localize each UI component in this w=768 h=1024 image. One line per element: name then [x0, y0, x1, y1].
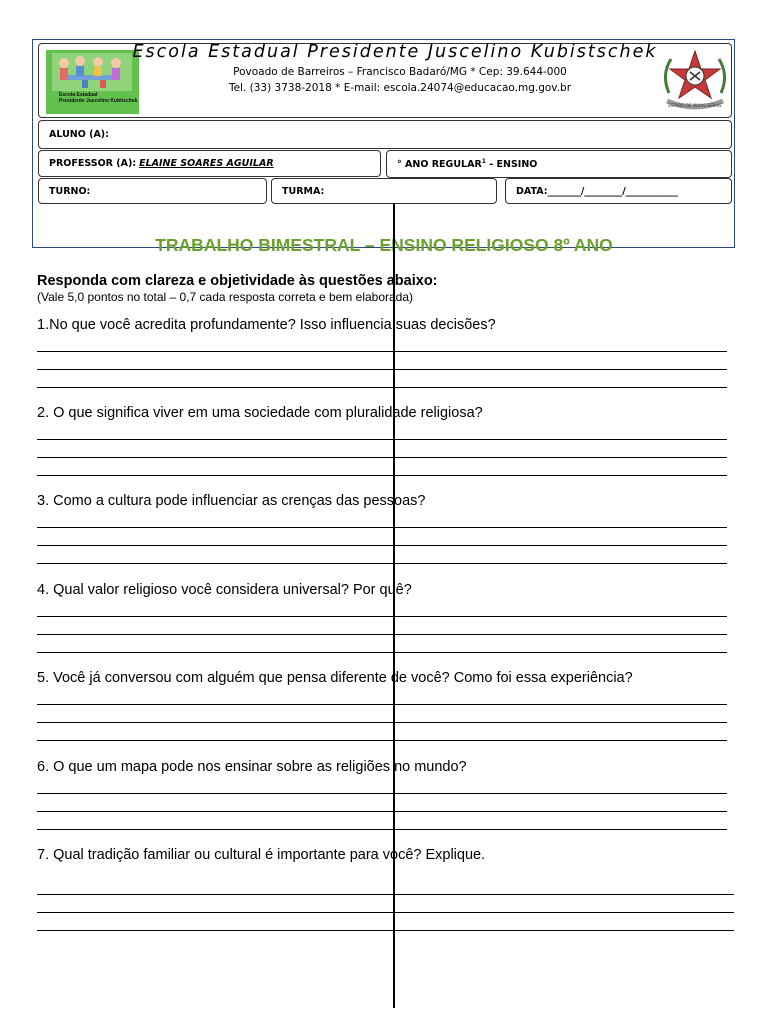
school-logo: [46, 50, 139, 114]
teacher-label: PROFESSOR (A):: [49, 158, 137, 169]
school-address: Povoado de Barreiros – Francisco Badaró/MG * Cep: 39.644-000: [233, 66, 567, 78]
state-crest-icon: [655, 45, 735, 117]
school-contact: Tel. (33) 3738-2018 * E-mail: escola.24074@educacao.mg.gov.br: [228, 82, 572, 94]
crest-caption: ESTADO DE MINAS GERAIS: [668, 103, 722, 108]
instructions: Responda com clareza e objetividade às questões abaixo:: [37, 273, 438, 289]
answer-line[interactable]: [37, 439, 727, 440]
answer-line[interactable]: [37, 457, 727, 458]
answer-line[interactable]: [37, 704, 727, 705]
school-name: Escola Estadual Presidente Juscelino Kubistschek: [132, 42, 658, 62]
answer-line[interactable]: [37, 527, 727, 528]
question-7: 7. Qual tradição familiar ou cultural é importante para você? Explique.: [37, 847, 486, 863]
student-name-label: ALUNO (A):: [49, 129, 109, 140]
grade-prefix: ° ANO REGULAR: [397, 159, 482, 171]
scoring-note: (Vale 5,0 pontos no total – 0,7 cada resposta correta e bem elaborada): [37, 290, 414, 304]
answer-line[interactable]: [37, 829, 727, 830]
answer-line[interactable]: [37, 545, 727, 546]
page-title: TRABALHO BIMESTRAL – ENSINO RELIGIOSO 8º ANO: [155, 235, 613, 255]
question-4: 4. Qual valor religioso você considera universal? Por quê?: [37, 582, 412, 598]
question-6: 6. O que um mapa pode nos ensinar sobre as religiões no mundo?: [37, 759, 467, 775]
class-label: TURMA:: [282, 185, 325, 197]
children-illustration-icon: [52, 53, 132, 91]
logo-caption-line-2: Presidente Juscelino Kubitschek: [59, 98, 138, 104]
answer-line[interactable]: [37, 722, 727, 723]
logo-caption-line-1: Escola Estadual: [59, 92, 98, 98]
answer-line[interactable]: [37, 793, 727, 794]
question-3: 3. Como a cultura pode influenciar as crenças das pessoas?: [37, 493, 426, 509]
vertical-divider-line: [393, 203, 395, 1008]
student-name-field[interactable]: [38, 120, 732, 149]
answer-line[interactable]: [37, 369, 727, 370]
answer-line[interactable]: [37, 894, 734, 895]
answer-line[interactable]: [37, 811, 727, 812]
date-label: DATA:_______/________/___________: [516, 185, 679, 197]
answer-line[interactable]: [37, 930, 734, 931]
teacher-name: ELAINE SOARES AGUILAR: [139, 158, 274, 169]
teacher-field[interactable]: [38, 150, 381, 177]
answer-line[interactable]: [37, 387, 727, 388]
answer-line[interactable]: [37, 740, 727, 741]
shift-label: TURNO:: [49, 185, 91, 197]
answer-line[interactable]: [37, 634, 727, 635]
answer-line[interactable]: [37, 616, 727, 617]
answer-line[interactable]: [37, 351, 727, 352]
logo-caption: [59, 92, 137, 104]
grade-field[interactable]: [386, 150, 732, 178]
question-5: 5. Você já conversou com alguém que pensa diferente de você? Como foi essa experiência?: [37, 670, 633, 686]
shift-field[interactable]: [38, 178, 267, 204]
answer-line[interactable]: [37, 652, 727, 653]
answer-line[interactable]: [37, 912, 734, 913]
question-1: 1.No que você acredita profundamente? Isso influencia suas decisões?: [37, 317, 496, 333]
question-2: 2. O que significa viver em uma sociedade com pluralidade religiosa?: [37, 405, 483, 421]
answer-line[interactable]: [37, 475, 727, 476]
grade-label: [397, 158, 537, 170]
date-field[interactable]: [505, 178, 732, 204]
grade-suffix: - ENSINO: [485, 159, 538, 171]
grade-footnote: 1: [481, 157, 486, 165]
answer-line[interactable]: [37, 563, 727, 564]
class-field[interactable]: [271, 178, 497, 204]
